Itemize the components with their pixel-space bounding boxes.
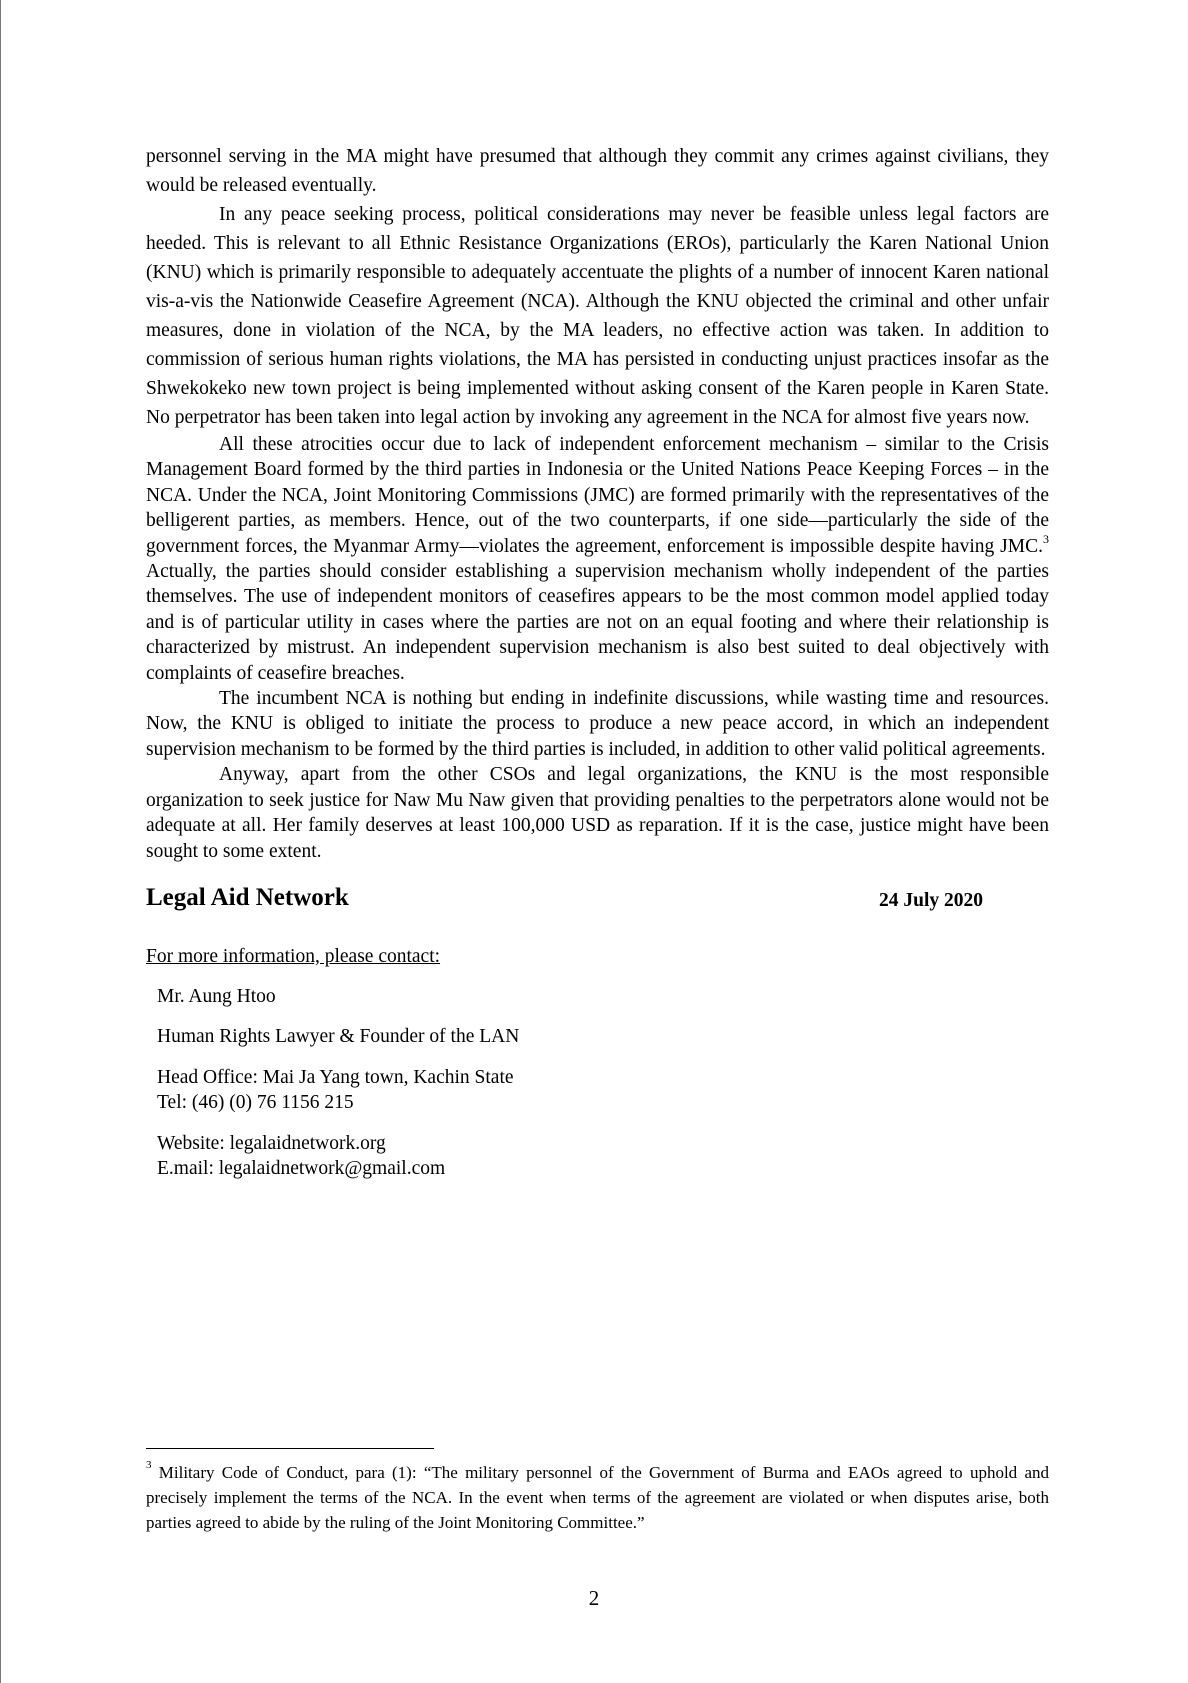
paragraph-1: personnel serving in the MA might have presumed that although they commit any crimes against civilians, they would be released eventually.: [146, 146, 1049, 196]
paragraph-3-text-a: All these atrocities occur due to lack of independent enforcement mechanism – similar to the Crisis Management Board formed by the third parties in Indonesia or the United Nations Peace Keeping Forces – in the NCA. Under the NCA, Joint Monitoring Commissions (JMC) are formed primarily with the representatives of the belligerent parties, as members. Hence, out of the two counterparts, if one side—particularly the side of the government forces, the Myanmar Army—violates the agreement, enforcement is impossible despite having JMC.: [146, 434, 1049, 557]
page-edge: [0, 0, 1, 1683]
document-body: [146, 142, 1049, 1181]
contact-email: E.mail: legalaidnetwork@gmail.com: [157, 1157, 446, 1179]
paragraph-3: [146, 432, 1049, 686]
footnote-mark: 3: [146, 1459, 152, 1472]
contact-role: Human Rights Lawyer & Founder of the LAN: [157, 1026, 520, 1048]
paragraph-3-text-b: Actually, the parties should consider establishing a supervision mechanism wholly independent of the parties themselves. The use of independent monitors of ceasefires appears to be the most common model applied today and is of particular utility in cases where the parties are not on an equal footing and where their relationship is characterized by mistrust. An independent supervision mechanism is also best suited to deal objectively with complaints of ceasefire breaches.: [146, 561, 1049, 684]
paragraph-2: In any peace seeking process, political considerations may never be feasible unless legal factors are heeded. This is relevant to all Ethnic Resistance Organizations (EROs), particularly the Karen National Union (KNU) which is primarily responsible to adequately accentuate the plights of a number of innocent Karen national vis-a-vis the Nationwide Ceasefire Agreement (NCA). Although the KNU objected the criminal and other unfair measures, done in violation of the NCA, by the MA leaders, no effective action was taken. In addition to commission of serious human rights violations, the MA has persisted in conducting unjust practices insofar as the Shwekokeko new town project is being implemented without asking consent of the Karen people in Karen State. No perpetrator has been taken into legal action by invoking any agreement in the NCA for almost five years now.: [146, 204, 1049, 428]
footnote-text: Military Code of Conduct, para (1): “The military personnel of the Government of Burma and EAOs agreed to uphold and precisely implement the terms of the NCA. In the event when terms of the agreement are violated or when disputes arise, both parties agreed to abide by the ruling of the Joint Monitoring Committee.”: [146, 1463, 1049, 1532]
footnote-reference: 3: [1043, 532, 1049, 547]
contact-heading: For more information, please contact:: [146, 945, 441, 967]
paragraph-4: The incumbent NCA is nothing but ending in indefinite discussions, while wasting time and resources. Now, the KNU is obliged to initiate the process to produce a new peace accord, in which an independent supervision mechanism to be formed by the third parties is included, in addition to other valid political agreements.: [146, 688, 1049, 760]
organization-name: Legal Aid Network: [146, 883, 349, 911]
contact-office: Head Office: Mai Ja Yang town, Kachin State: [157, 1066, 514, 1088]
contact-tel: Tel: (46) (0) 76 1156 215: [157, 1092, 354, 1114]
contact-name: Mr. Aung Htoo: [157, 985, 276, 1007]
page-number: 2: [588, 1586, 600, 1610]
signature-row: [146, 884, 1049, 924]
contact-website: Website: legalaidnetwork.org: [157, 1132, 386, 1154]
paragraph-5: Anyway, apart from the other CSOs and legal organizations, the KNU is the most responsible organization to seek justice for Naw Mu Naw given that providing penalties to the perpetrators alone would not be adequate at all. Her family deserves at least 100,000 USD as reparation. If it is the case, justice might have been sought to some extent.: [146, 764, 1049, 862]
footnote-separator: [146, 1448, 434, 1449]
contact-block: [146, 984, 1049, 1181]
document-date: 24 July 2020: [879, 889, 984, 911]
footnote: [146, 1460, 1049, 1535]
